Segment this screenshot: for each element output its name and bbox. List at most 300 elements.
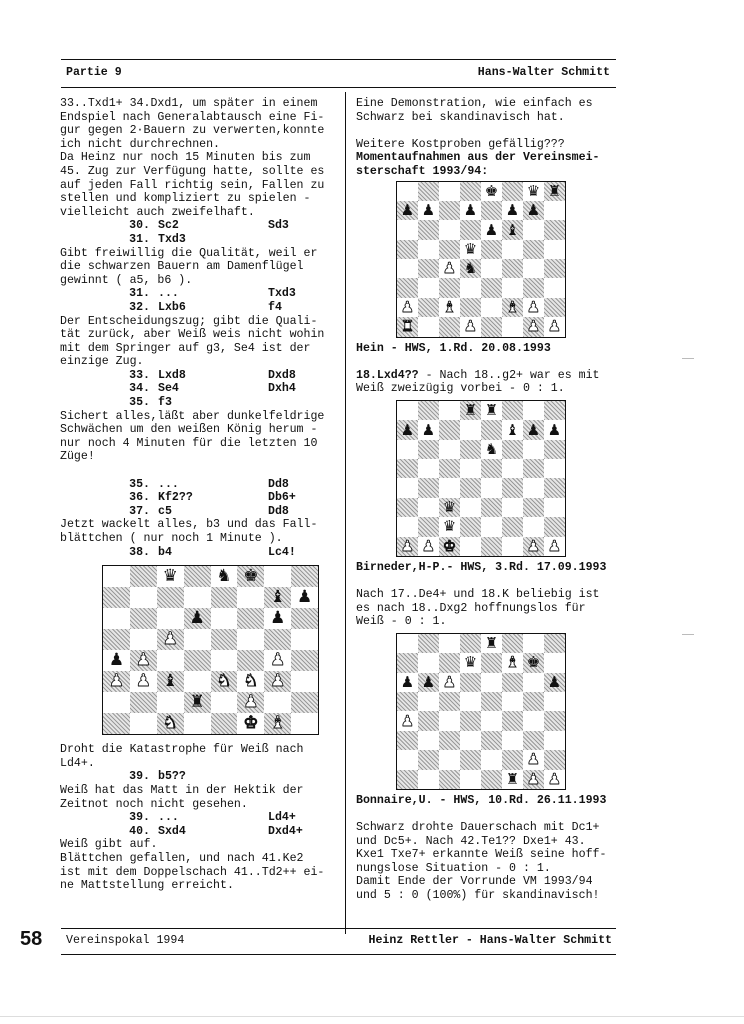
board-square [460,182,481,201]
white-piece-icon: ♞ [162,713,178,734]
board-square [481,298,502,317]
footer-left: Vereinspokal 1994 [66,934,185,947]
board-square [544,770,565,789]
board-square [103,566,130,587]
chess-diagram-main [102,565,319,735]
board-square [418,692,439,711]
board-square [418,750,439,769]
black-piece-icon: ♟ [484,220,499,239]
board-square [439,653,460,672]
board-square [481,317,502,336]
chess-diagram-1 [396,181,566,338]
board-square [439,259,460,278]
black-piece-icon: ♟ [400,201,415,220]
white-piece-icon: ♟ [400,711,415,730]
board-square [130,713,157,734]
board-square [523,673,544,692]
board-square [184,692,211,713]
board-square [523,440,544,459]
board-square [502,182,523,201]
black-piece-icon: ♟ [108,650,125,671]
board-square [130,587,157,608]
white-piece-icon: ♟ [400,298,415,316]
board-square [544,653,565,672]
board-square [481,440,502,459]
board-square [523,278,544,297]
white-piece-icon: ♟ [547,317,562,336]
board-square [502,278,523,297]
board-square [418,537,439,556]
board-square [264,587,291,608]
move-list [60,369,342,410]
black-piece-icon: ♟ [526,420,541,439]
move-list [60,287,342,314]
board-square [481,770,502,789]
board-square [544,634,565,653]
black-piece-icon: ♚ [243,566,259,587]
board-square [460,240,481,259]
board-square [502,459,523,478]
column-divider [345,92,346,934]
board-square [502,498,523,517]
board-square [481,498,502,517]
board-square [264,629,291,650]
black-piece-icon: ♞ [216,566,232,587]
board-square [157,692,184,713]
board-square [211,713,238,734]
board-square [523,750,544,769]
board-square [184,650,211,671]
board-square [481,278,502,297]
board-square [397,259,418,278]
board-square [439,298,460,317]
board-square [502,240,523,259]
board-square [502,298,523,317]
board-square [397,498,418,517]
board-square [184,608,211,629]
board-square [103,650,130,671]
board-square [418,770,439,789]
board-square [544,317,565,336]
board-square [460,750,481,769]
board-square [544,278,565,297]
board-square [544,298,565,317]
chess-diagram-2 [396,400,566,557]
board-square [237,566,264,587]
page-number: 58 [20,928,43,950]
black-piece-icon: ♜ [505,769,520,788]
board-square [397,182,418,201]
move-row: 39. b5?? [129,770,186,784]
board-square [460,317,481,336]
board-square [544,259,565,278]
white-piece-icon: ♟ [442,259,457,278]
board-square [460,259,481,278]
move-list [60,770,342,784]
board-square [481,673,502,692]
move-list [60,811,342,838]
board-square [397,673,418,692]
board-square [130,608,157,629]
header-right: Hans-Walter Schmitt [477,66,610,79]
paragraph: Weitere Kostproben gefällig??? [356,137,565,151]
board-square [544,711,565,730]
black-piece-icon: ♞ [484,439,499,458]
paragraph: 18.Lxd4?? - Nach 18..g2+ war es mit Weiß zweizügig vorbei - 0 : 1. [356,368,600,396]
board-square [103,608,130,629]
board-square [157,671,184,692]
white-piece-icon: ♟ [162,629,178,650]
board-square [237,650,264,671]
board-square [397,770,418,789]
paragraph: Weiß hat das Matt in der Hektik der Zeitnot noch nicht gesehen. [60,783,304,811]
board-square [397,478,418,497]
board-square [157,713,184,734]
board-square [481,750,502,769]
board-square [397,201,418,220]
diagram-caption: Bonnaire,U. - HWS, 10.Rd. 26.11.1993 [356,793,607,807]
board-square [397,240,418,259]
board-square [481,517,502,536]
board-square [157,629,184,650]
white-piece-icon: ♝ [505,298,520,316]
board-square [523,498,544,517]
board-square [523,420,544,439]
board-square [211,608,238,629]
black-piece-icon: ♞ [463,259,478,278]
board-square [460,459,481,478]
board-square [460,498,481,517]
white-piece-icon: ♚ [243,713,259,734]
board-square [439,220,460,239]
board-square [103,671,130,692]
board-square [544,401,565,420]
board-square [523,259,544,278]
black-piece-icon: ♟ [270,608,286,629]
board-square [264,671,291,692]
board-square [184,566,211,587]
board-square [439,182,460,201]
board-square [103,692,130,713]
board-square [481,220,502,239]
black-piece-icon: ♚ [484,181,499,200]
white-piece-icon: ♟ [526,298,541,316]
board-square [523,653,544,672]
board-square [130,629,157,650]
board-square [523,770,544,789]
move-row: 39. ... Ld4+ [129,811,296,825]
board-square [460,478,481,497]
board-square [544,673,565,692]
board-square [481,653,502,672]
board-square [544,692,565,711]
board-square [103,587,130,608]
board-square [291,629,318,650]
board-square [237,671,264,692]
board-square [418,478,439,497]
board-square [439,692,460,711]
paragraph: Gibt freiwillig die Qualität, weil er die schwarzen Bauern am Damenflügel gewinnt ( a5, b6 ). [60,246,318,287]
white-piece-icon: ♝ [505,653,520,672]
board-square [291,587,318,608]
header-left: Partie 9 [66,66,122,79]
board-square [418,634,439,653]
board-square [439,478,460,497]
board-square [481,634,502,653]
board-square [237,629,264,650]
board-square [502,692,523,711]
board-square [418,201,439,220]
board-square [184,713,211,734]
board-square [418,182,439,201]
header-rule-bottom [61,87,616,88]
board-square [418,440,439,459]
board-square [439,770,460,789]
board-square [397,537,418,556]
black-piece-icon: ♟ [421,672,436,691]
board-square [481,259,502,278]
board-square [523,317,544,336]
white-piece-icon: ♟ [421,536,436,555]
paragraph: 33..Txd1+ 34.Dxd1, um später in einem Endspiel nach Generalabtausch eine Fi- gur gegen 2·Bauern zu verwerten,konnte ich nicht durchrechnen. Da Heinz nur noch 15 Minuten bis zum 45. Zug zur Verfügung hatte, sollte es auf jeden Fall richtig sein, Fallen zu stellen und kompliziert zu spielen - vielleicht auch zweifelhaft. [60,97,325,219]
paragraph: Schwarz drohte Dauerschach mit Dc1+ und Dc5+. Nach 42.Te1?? Dxe1+ 43. Kxe1 Txe7+ erkannte Weiß seine hoff- nungslose Situation - 0 : 1. Damit Ende der Vorrunde VM 1993/94 und 5 : 0 (100%) für skandinavisch! [356,821,607,903]
board-square [502,317,523,336]
board-square [439,750,460,769]
white-piece-icon: ♟ [270,650,286,671]
board-square [397,750,418,769]
board-square [544,537,565,556]
board-square [544,201,565,220]
board-square [439,317,460,336]
board-square [460,770,481,789]
board-square [397,634,418,653]
diagram-caption: Birneder,H-P.- HWS, 3.Rd. 17.09.1993 [356,560,607,574]
board-square [481,201,502,220]
black-piece-icon: ♛ [463,653,478,672]
board-square [418,459,439,478]
black-piece-icon: ♟ [526,201,541,220]
board-square [481,182,502,201]
move-row: 38. b4 Lc4! [129,545,296,559]
board-square [291,692,318,713]
white-piece-icon: ♟ [135,650,151,671]
white-piece-icon: ♟ [526,769,541,788]
board-square [418,517,439,536]
board-square [460,711,481,730]
board-square [397,692,418,711]
board-square [418,317,439,336]
board-square [397,517,418,536]
black-piece-icon: ♜ [484,634,499,653]
black-piece-icon: ♝ [505,220,520,239]
white-piece-icon: ♟ [400,536,415,555]
board-square [523,517,544,536]
board-square [523,459,544,478]
board-square [481,537,502,556]
board-square [439,240,460,259]
move-list [60,546,342,560]
page-edge-line [0,1016,744,1017]
black-piece-icon: ♟ [421,420,436,439]
move-row: 31. ... Txd3 [129,287,296,301]
board-square [439,537,460,556]
move-list [60,478,342,519]
board-square [460,278,481,297]
board-square [544,182,565,201]
footer-right: Heinz Rettler - Hans-Walter Schmitt [368,934,612,947]
board-square [397,440,418,459]
white-piece-icon: ♞ [216,671,232,692]
white-piece-icon: ♚ [442,536,457,555]
board-square [544,459,565,478]
board-square [523,537,544,556]
move-row: 35. ... Dd8 [129,477,289,491]
board-square [157,608,184,629]
board-square [502,478,523,497]
white-piece-icon: ♜ [400,317,415,336]
black-piece-icon: ♟ [547,672,562,691]
black-piece-icon: ♝ [162,671,178,692]
board-square [502,634,523,653]
header-rule-top [61,59,616,60]
board-square [397,298,418,317]
board-square [418,420,439,439]
board-square [460,201,481,220]
board-square [502,537,523,556]
move-row: 33. Lxd8 Dxd8 [129,368,296,382]
board-square [523,298,544,317]
black-piece-icon: ♛ [442,517,457,536]
board-square [291,608,318,629]
board-square [544,220,565,239]
black-piece-icon: ♟ [296,587,313,608]
board-square [130,566,157,587]
board-square [502,731,523,750]
board-square [184,671,211,692]
white-piece-icon: ♟ [442,672,457,691]
board-square [523,711,544,730]
black-piece-icon: ♛ [526,181,541,200]
paragraph: Droht die Katastrophe für Weiß nach Ld4+. [60,743,304,770]
board-square [439,401,460,420]
board-square [481,711,502,730]
black-piece-icon: ♟ [189,608,205,629]
paragraph: Weiß gibt auf. Blättchen gefallen, und nach 41.Ke2 ist mit dem Doppelschach 41..Td2++ ei- ne Mattstellung erreicht. [60,838,325,893]
board-square [439,420,460,439]
move-row: 40. Sxd4 Dxd4+ [129,824,303,838]
board-square [439,673,460,692]
white-piece-icon: ♟ [526,317,541,336]
board-square [439,731,460,750]
board-square [418,220,439,239]
white-piece-icon: ♟ [547,769,562,788]
board-square [264,692,291,713]
board-square [211,692,238,713]
board-square [460,537,481,556]
black-piece-icon: ♟ [400,672,415,691]
board-square [418,711,439,730]
board-square [523,401,544,420]
margin-mark [682,358,694,359]
white-piece-icon: ♟ [547,536,562,555]
board-square [397,317,418,336]
board-square [481,692,502,711]
white-piece-icon: ♟ [108,671,125,692]
move-row: 35. f3 [129,396,172,410]
white-piece-icon: ♟ [270,671,286,692]
board-square [481,459,502,478]
board-square [291,566,318,587]
board-square [211,629,238,650]
footer-rule-top [61,928,616,929]
board-square [237,713,264,734]
board-square [264,713,291,734]
board-square [103,713,130,734]
black-piece-icon: ♟ [505,201,520,220]
board-square [237,587,264,608]
board-square [460,673,481,692]
board-square [481,240,502,259]
black-piece-icon: ♝ [505,420,520,439]
chess-diagram-3 [396,633,566,790]
move-row: 32. Lxb6 f4 [129,300,282,314]
board-square [439,459,460,478]
board-square [502,201,523,220]
board-square [237,608,264,629]
board-square [460,440,481,459]
board-square [481,478,502,497]
board-square [544,440,565,459]
board-square [502,711,523,730]
board-square [439,711,460,730]
board-square [291,650,318,671]
board-square [130,692,157,713]
board-square [211,566,238,587]
black-piece-icon: ♟ [547,420,562,439]
diagram-caption: Hein - HWS, 1.Rd. 20.08.1993 [356,341,551,355]
board-square [397,731,418,750]
black-piece-icon: ♛ [463,239,478,258]
board-square [418,498,439,517]
board-square [157,650,184,671]
white-piece-icon: ♟ [526,536,541,555]
board-square [460,731,481,750]
board-square [502,750,523,769]
black-piece-icon: ♟ [421,201,436,220]
black-piece-icon: ♝ [270,587,286,608]
section-heading: Momentaufnahmen aus der Vereinsmei- sterschaft 1993/94: [356,151,600,178]
left-column [60,97,342,893]
board-square [544,750,565,769]
board-square [397,459,418,478]
board-square [523,220,544,239]
move-list [60,219,342,246]
board-square [103,629,130,650]
board-square [439,634,460,653]
white-piece-icon: ♟ [463,317,478,336]
board-square [184,587,211,608]
black-piece-icon: ♟ [463,201,478,220]
black-piece-icon: ♛ [162,566,178,587]
board-square [460,401,481,420]
board-square [502,259,523,278]
board-square [157,566,184,587]
board-square [523,692,544,711]
black-piece-icon: ♜ [484,401,499,420]
board-square [439,440,460,459]
board-square [130,671,157,692]
board-square [502,770,523,789]
